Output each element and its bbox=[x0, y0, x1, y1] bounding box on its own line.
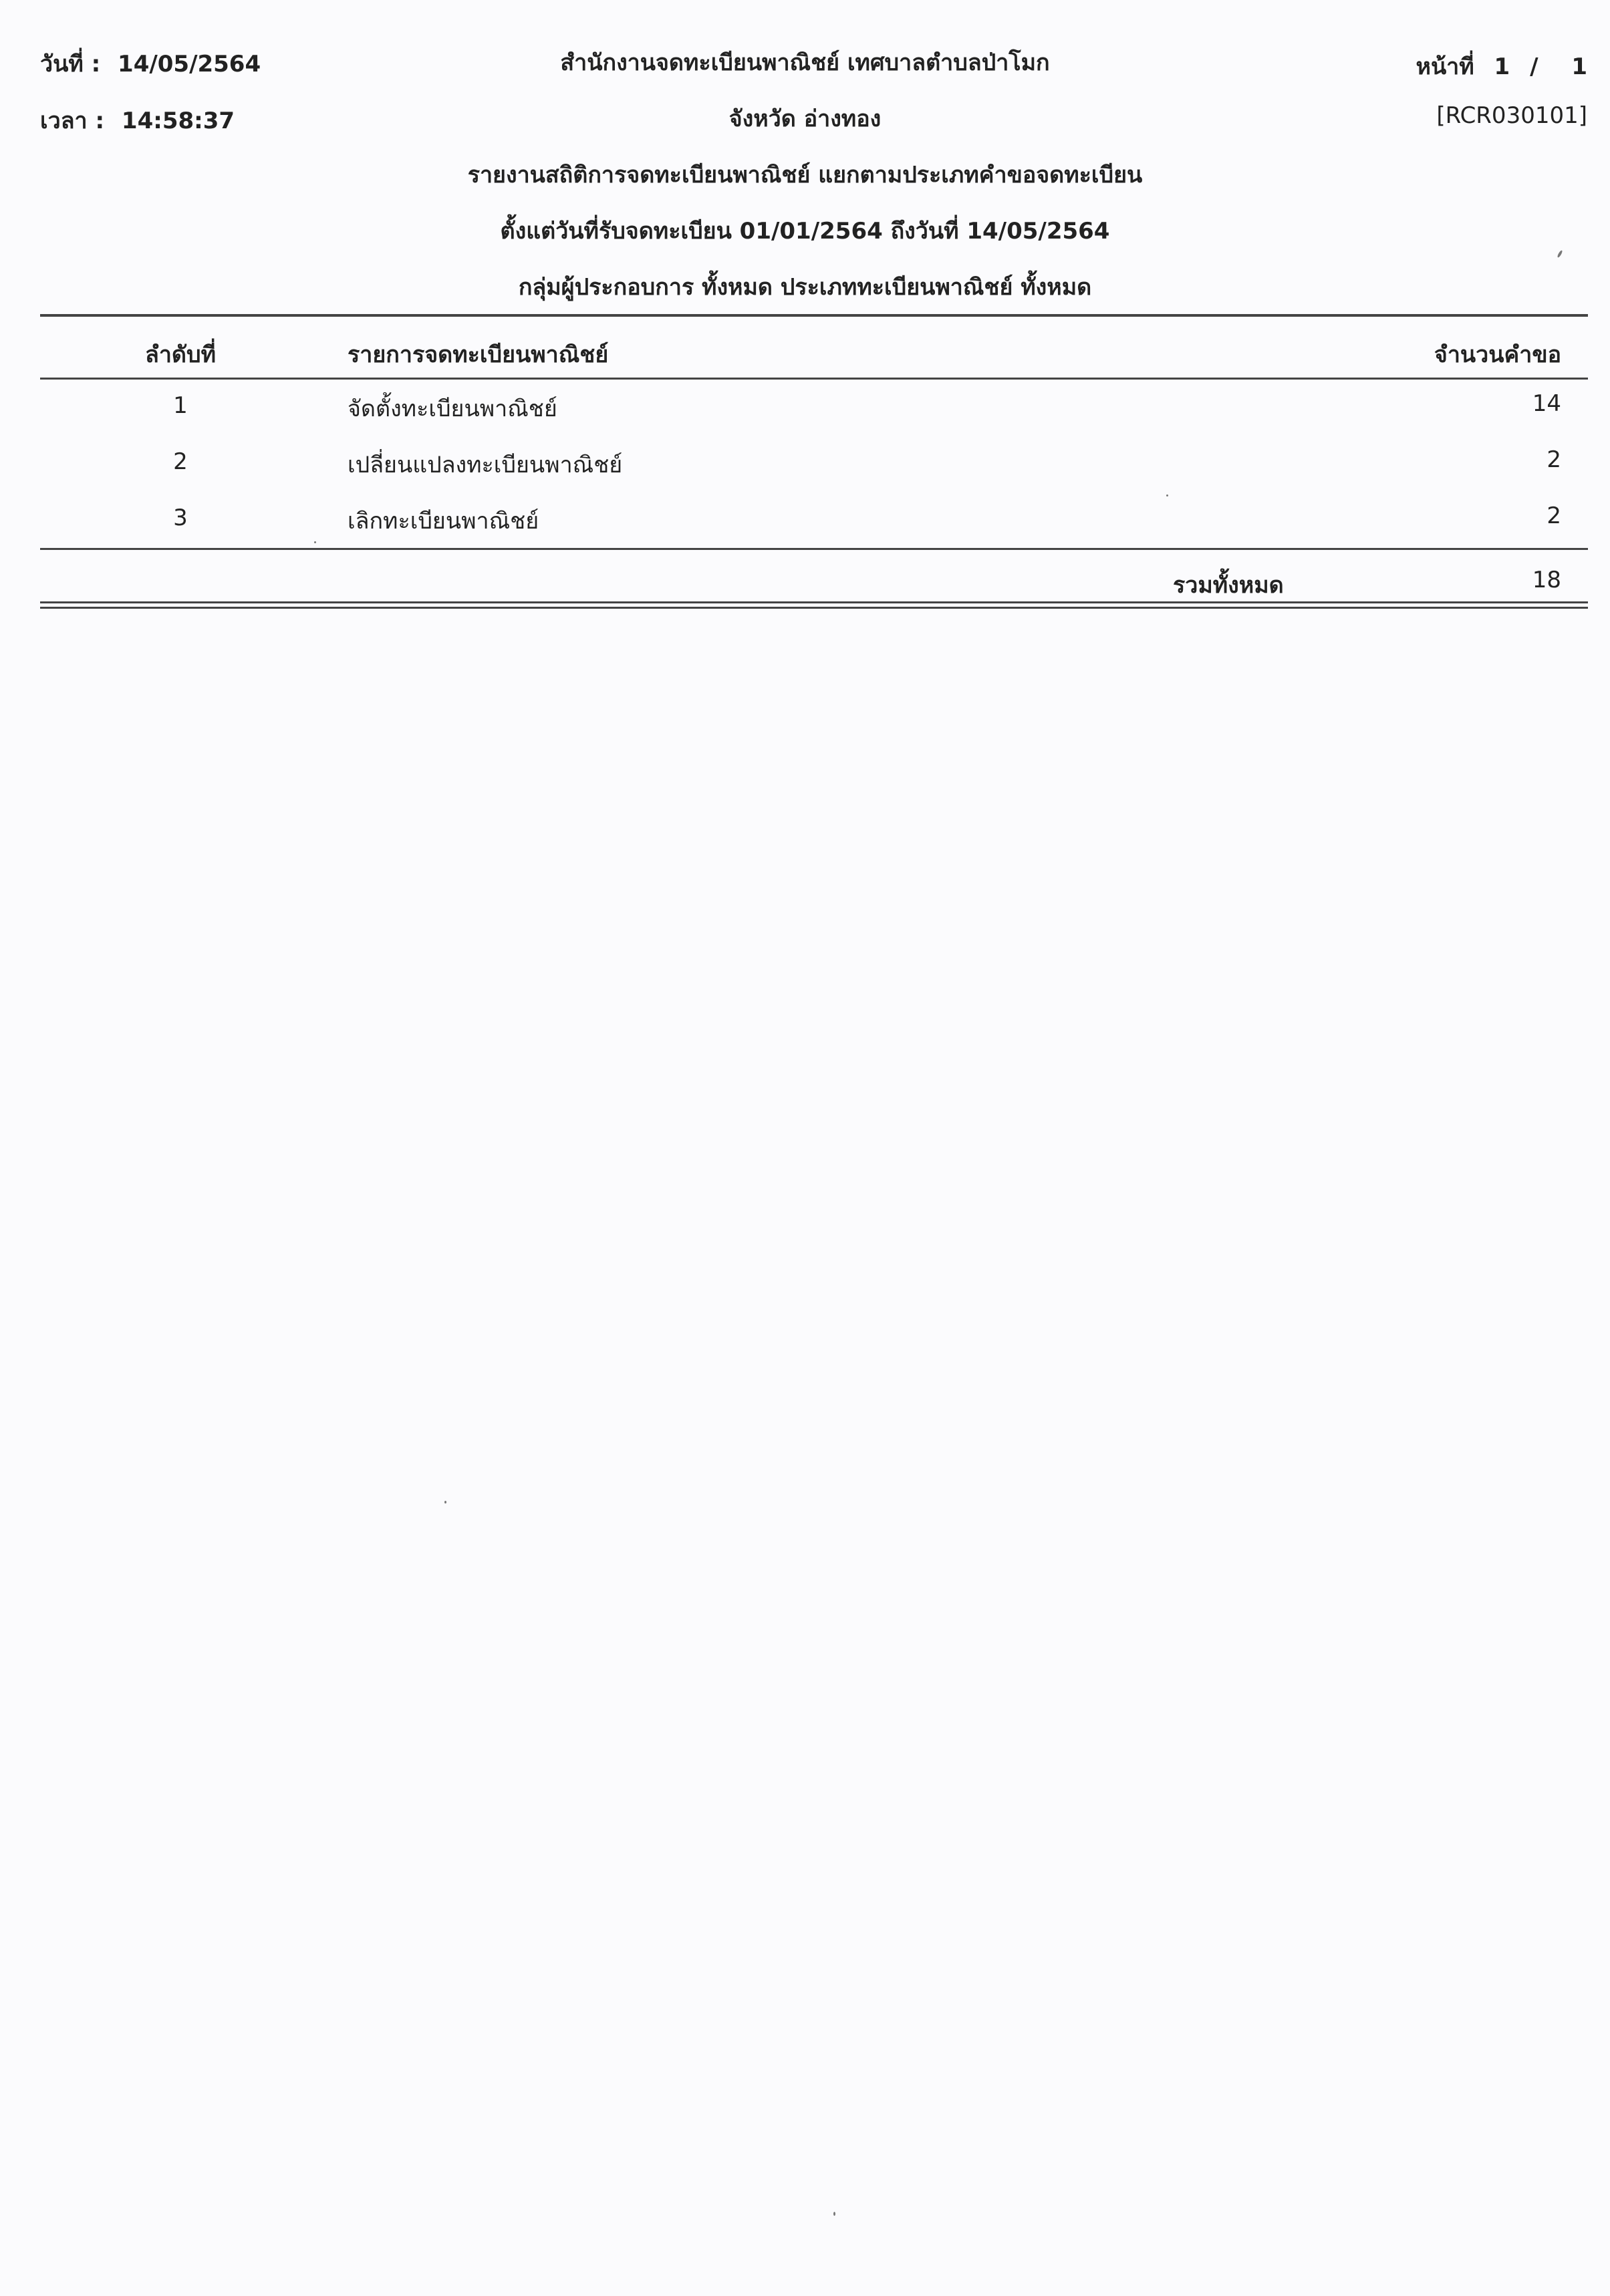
page-current: 1 bbox=[1494, 53, 1510, 80]
report-code: [RCR030101] bbox=[1436, 102, 1587, 129]
page-separator: / bbox=[1530, 53, 1538, 80]
col-header-item: รายการจดทะเบียนพาณิชย์ bbox=[348, 341, 609, 368]
print-date-value: 14/05/2564 bbox=[118, 51, 261, 78]
total-label: รวมทั้งหมด bbox=[1173, 572, 1284, 599]
table-bottom-rule-1 bbox=[40, 601, 1588, 603]
row-count: 2 bbox=[1547, 503, 1561, 529]
row-no: 3 bbox=[173, 505, 188, 531]
date-range: ตั้งแต่วันที่รับจดทะเบียน 01/01/2564 ถึงวันที่ 14/05/2564 bbox=[500, 218, 1110, 245]
row-item: จัดตั้งทะเบียนพาณิชย์ bbox=[348, 396, 557, 422]
row-no: 2 bbox=[173, 448, 188, 475]
scan-speck bbox=[833, 2212, 835, 2216]
table-body-rule bbox=[40, 548, 1588, 550]
print-time-label: เวลา : bbox=[40, 108, 105, 134]
row-no: 1 bbox=[173, 392, 188, 419]
table-bottom-rule-2 bbox=[40, 607, 1588, 609]
report-filter: กลุ่มผู้ประกอบการ ทั้งหมด ประเภททะเบียนพาณิชย์ ทั้งหมด bbox=[518, 274, 1092, 301]
scan-mark bbox=[1557, 250, 1563, 258]
scan-speck bbox=[314, 541, 316, 543]
table-top-rule bbox=[40, 314, 1588, 317]
row-item: เลิกทะเบียนพาณิชย์ bbox=[348, 508, 539, 535]
total-value: 18 bbox=[1532, 567, 1561, 593]
print-time-value: 14:58:37 bbox=[121, 108, 235, 134]
province: จังหวัด อ่างทอง bbox=[728, 106, 882, 132]
row-item: เปลี่ยนแปลงทะเบียนพาณิชย์ bbox=[348, 452, 623, 478]
print-date-label: วันที่ : bbox=[40, 51, 101, 78]
page-total: 1 bbox=[1571, 53, 1587, 80]
col-header-count: จำนวนคำขอ bbox=[1434, 341, 1561, 368]
table-header-rule bbox=[40, 378, 1588, 380]
row-count: 2 bbox=[1547, 446, 1561, 473]
page-label: หน้าที่ bbox=[1416, 53, 1474, 80]
row-count: 14 bbox=[1532, 390, 1561, 417]
office-name: สำนักงานจดทะเบียนพาณิชย์ เทศบาลตำบลป่าโมก bbox=[560, 49, 1050, 76]
report-title: รายงานสถิติการจดทะเบียนพาณิชย์ แยกตามประเภทคำขอจดทะเบียน bbox=[467, 162, 1143, 188]
scan-speck bbox=[444, 1501, 446, 1503]
scan-speck bbox=[1166, 494, 1168, 496]
col-header-no: ลำดับที่ bbox=[144, 341, 216, 368]
